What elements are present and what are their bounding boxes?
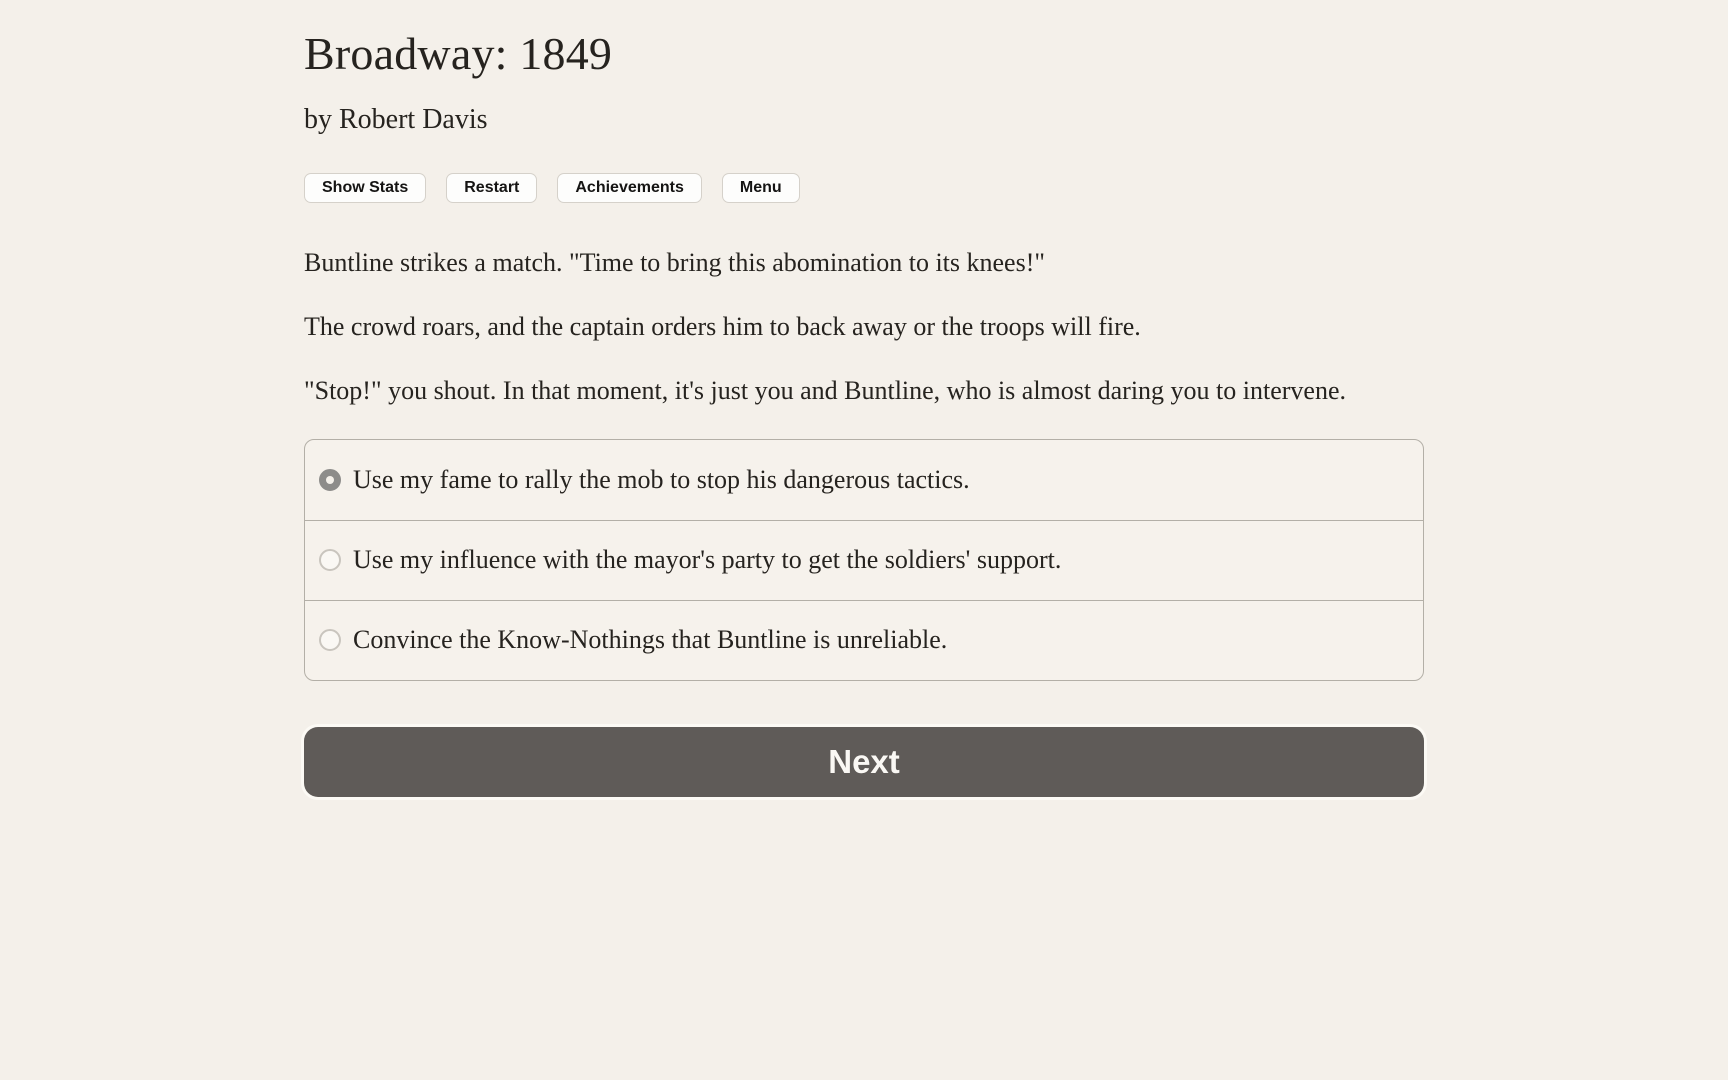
choice-option-1[interactable] — [305, 440, 1423, 520]
story-paragraph: The crowd roars, and the captain orders him to back away or the troops will fire. — [304, 311, 1141, 341]
story-paragraph: "Stop!" you shout. In that moment, it's just you and Buntline, who is almost daring you to intervene. — [304, 375, 1346, 405]
story-text — [304, 243, 1424, 411]
game-page — [304, 0, 1424, 797]
choice-radio[interactable] — [319, 469, 341, 491]
restart-button[interactable]: Restart — [446, 173, 537, 203]
story-paragraph: Buntline strikes a match. "Time to bring this abomination to its knees!" — [304, 247, 1045, 277]
author-byline: by Robert Davis — [304, 104, 488, 136]
menu-button[interactable]: Menu — [722, 173, 800, 203]
next-button[interactable]: Next — [304, 727, 1424, 797]
choice-label: Use my fame to rally the mob to stop his dangerous tactics. — [353, 464, 970, 494]
toolbar — [304, 173, 1424, 203]
choice-option-3[interactable] — [305, 600, 1423, 680]
choice-option-2[interactable] — [305, 520, 1423, 600]
page-title: Broadway: 1849 — [304, 28, 613, 79]
choice-radio[interactable] — [319, 629, 341, 651]
choice-label: Convince the Know-Nothings that Buntline is unreliable. — [353, 625, 948, 655]
choice-radio[interactable] — [319, 549, 341, 571]
choice-group — [304, 439, 1424, 681]
show-stats-button[interactable]: Show Stats — [304, 173, 426, 203]
achievements-button[interactable]: Achievements — [557, 173, 702, 203]
choice-label: Use my influence with the mayor's party to get the soldiers' support. — [353, 545, 1062, 575]
